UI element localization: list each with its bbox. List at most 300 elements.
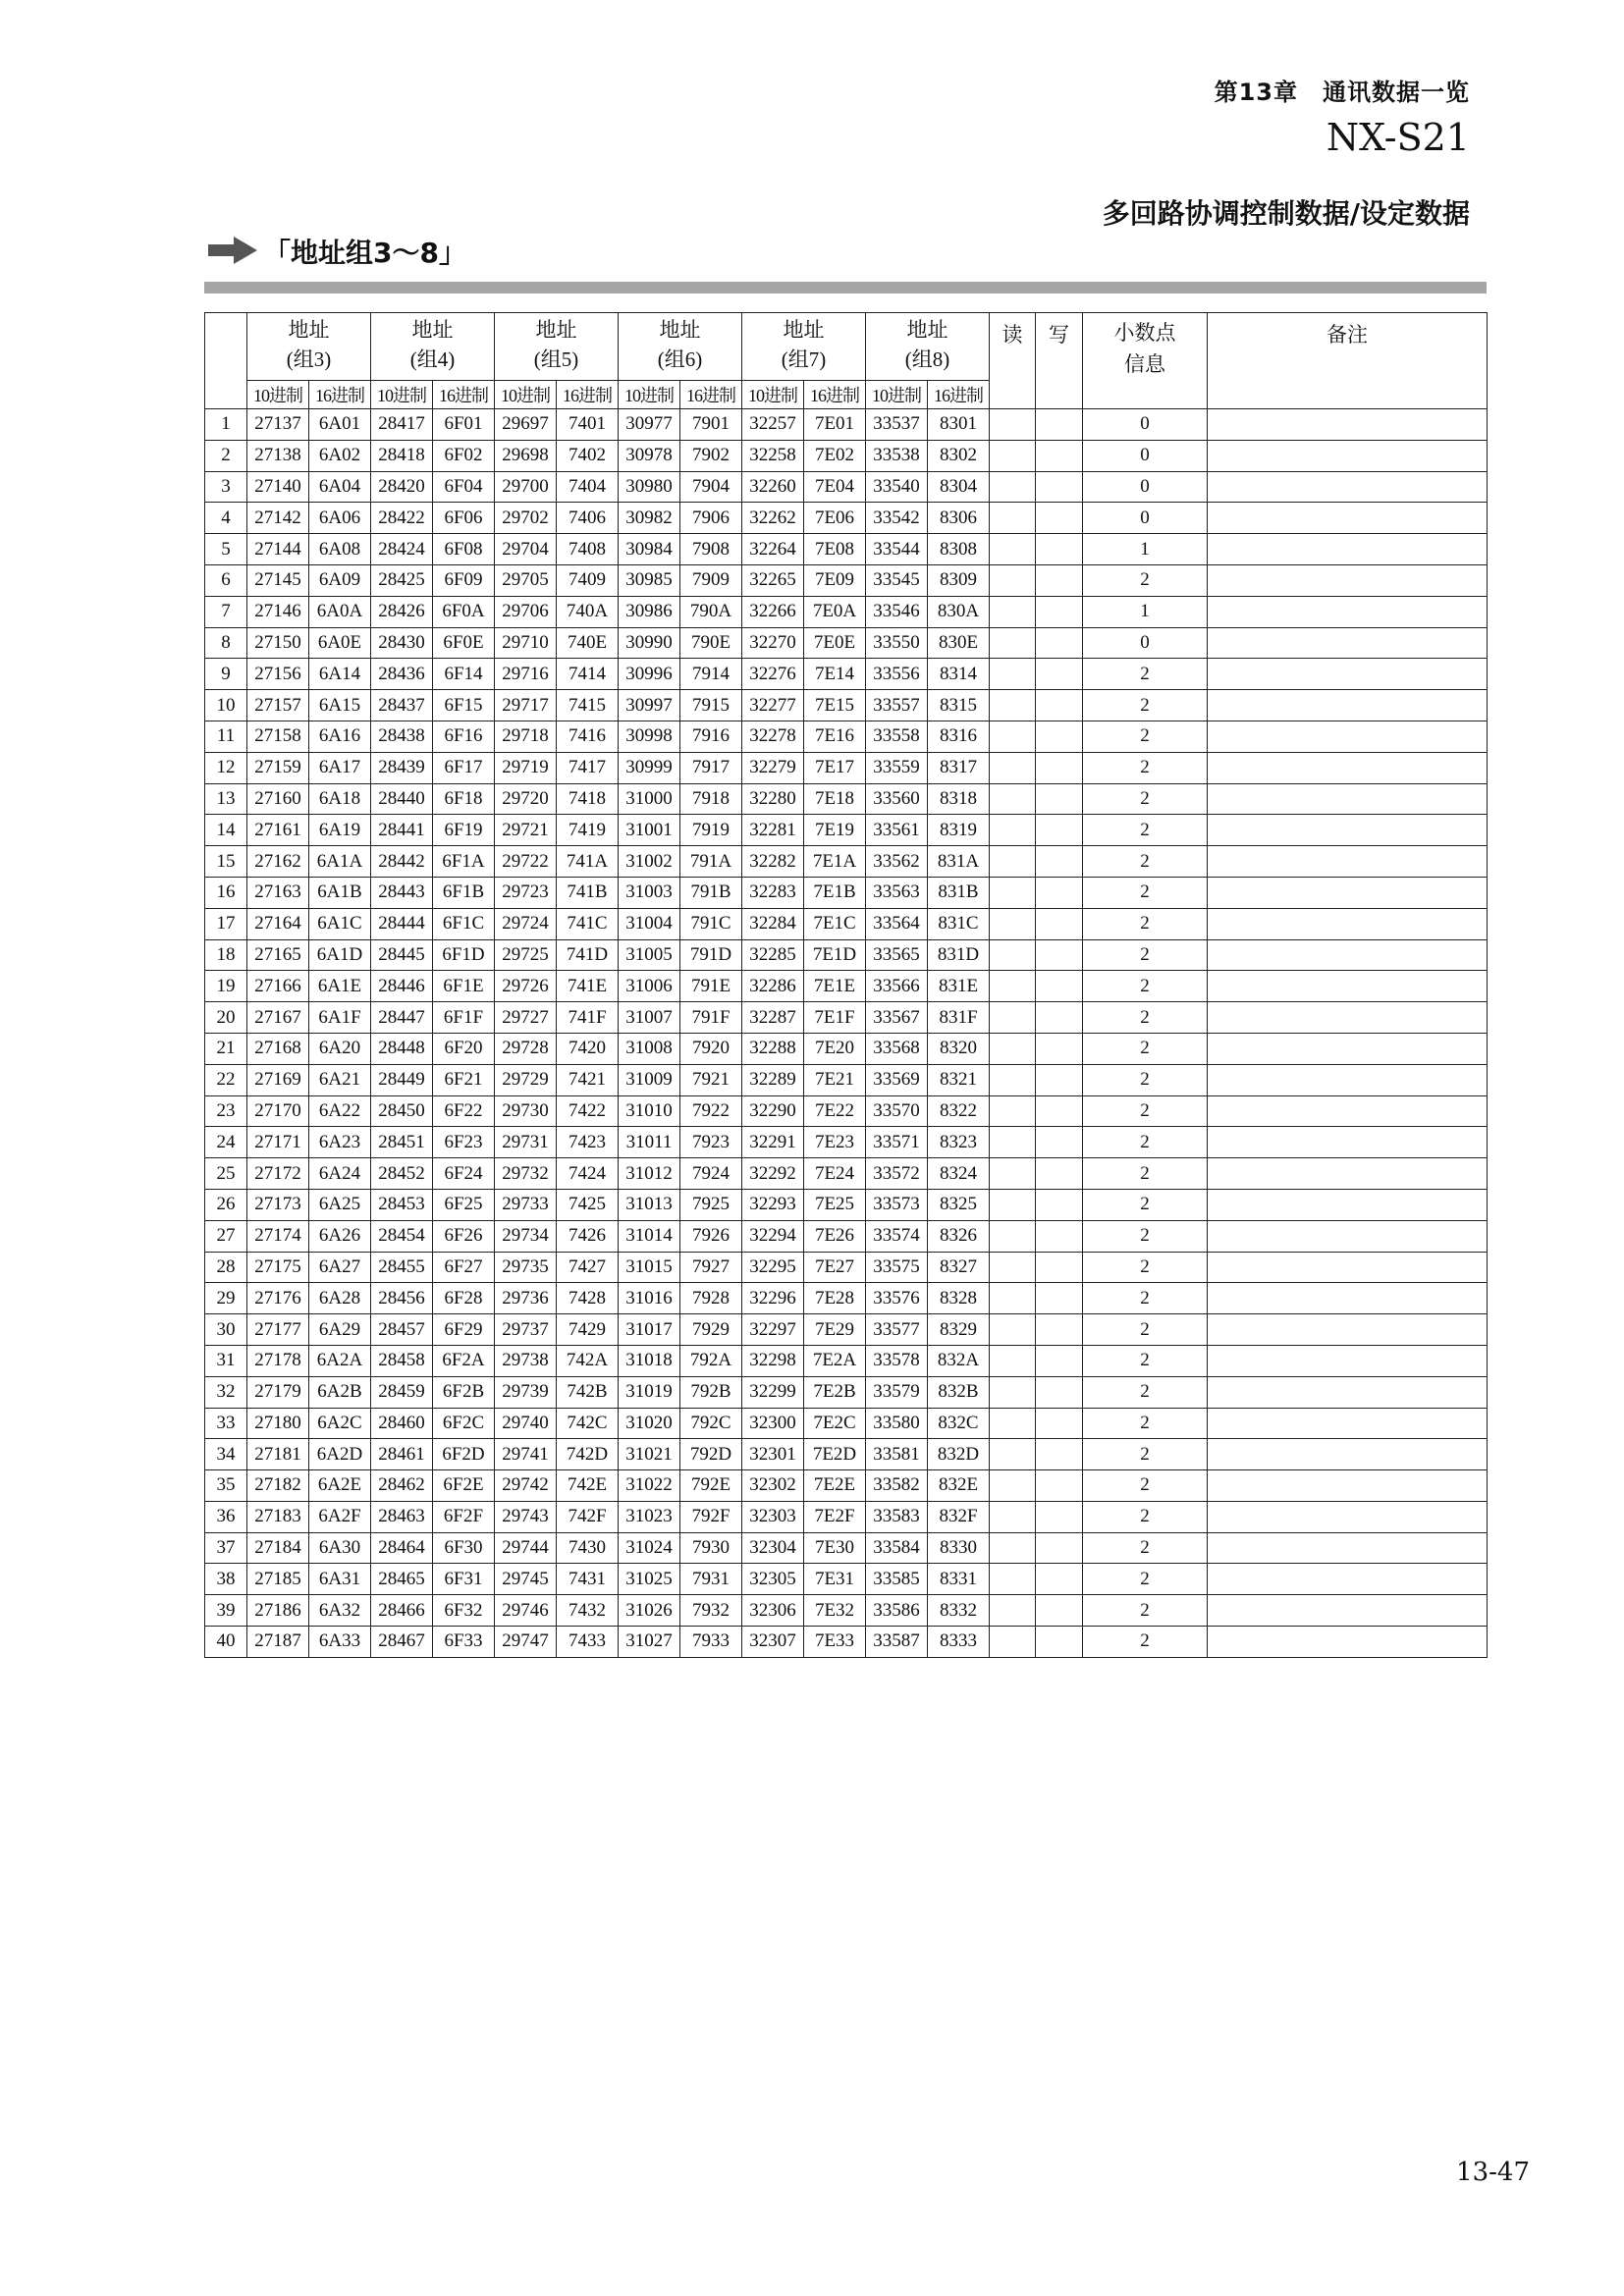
g5-hex-cell: 742A [557, 1345, 619, 1376]
table-row [205, 534, 1488, 565]
g8-hex-cell: 8302 [928, 440, 990, 471]
row-number-cell: 7 [205, 596, 247, 627]
g4-dec-cell: 28439 [371, 752, 433, 783]
row-number-cell: 34 [205, 1439, 247, 1470]
g8-hex-cell: 8301 [928, 409, 990, 441]
table-row [205, 1314, 1488, 1346]
g4-dec-cell: 28418 [371, 440, 433, 471]
g4-dec-cell: 28458 [371, 1345, 433, 1376]
g3-dec-cell: 27164 [247, 908, 309, 939]
table-row [205, 877, 1488, 908]
g5-hex-cell: 7419 [557, 815, 619, 846]
g4-dec-cell: 28460 [371, 1408, 433, 1439]
notes-cell [1208, 659, 1488, 690]
read-cell [990, 1439, 1036, 1470]
group-header: 地址 (组8) [866, 313, 990, 381]
g3-hex-cell: 6A0A [309, 596, 371, 627]
g3-dec-cell: 27146 [247, 596, 309, 627]
group-header: 地址 (组4) [371, 313, 495, 381]
write-cell [1036, 1189, 1083, 1220]
g6-hex-cell: 790A [680, 596, 742, 627]
table-row [205, 1252, 1488, 1283]
g7-hex-cell: 7E0A [804, 596, 866, 627]
g3-dec-cell: 27176 [247, 1283, 309, 1314]
g8-dec-cell: 33576 [866, 1283, 928, 1314]
g6-dec-cell: 31012 [619, 1158, 680, 1190]
g3-hex-cell: 6A04 [309, 471, 371, 503]
notes-cell [1208, 1627, 1488, 1658]
g5-dec-cell: 29732 [495, 1158, 557, 1190]
g7-dec-cell: 32285 [742, 939, 804, 971]
g3-hex-cell: 6A0E [309, 627, 371, 659]
g7-dec-cell: 32298 [742, 1345, 804, 1376]
g4-dec-cell: 28459 [371, 1376, 433, 1408]
g3-dec-cell: 27178 [247, 1345, 309, 1376]
read-cell [990, 627, 1036, 659]
decimal-info-cell: 2 [1083, 1376, 1208, 1408]
g4-dec-cell: 28446 [371, 971, 433, 1002]
g3-hex-cell: 6A20 [309, 1033, 371, 1064]
g4-hex-cell: 6F08 [433, 534, 495, 565]
g3-dec-cell: 27167 [247, 1002, 309, 1034]
read-cell [990, 471, 1036, 503]
g6-dec-cell: 31019 [619, 1376, 680, 1408]
table-row [205, 1501, 1488, 1532]
g4-dec-cell: 28426 [371, 596, 433, 627]
g4-hex-cell: 6F2C [433, 1408, 495, 1439]
notes-cell [1208, 471, 1488, 503]
g7-hex-cell: 7E33 [804, 1627, 866, 1658]
g6-dec-cell: 30977 [619, 409, 680, 441]
g8-dec-cell: 33567 [866, 1002, 928, 1034]
g8-dec-cell: 33582 [866, 1470, 928, 1502]
g6-hex-cell: 792A [680, 1345, 742, 1376]
notes-cell [1208, 783, 1488, 815]
g4-hex-cell: 6F32 [433, 1595, 495, 1627]
row-number-cell: 18 [205, 939, 247, 971]
g3-hex-cell: 6A06 [309, 503, 371, 534]
table-header [205, 313, 1488, 409]
row-number-cell: 9 [205, 659, 247, 690]
g7-dec-cell: 32276 [742, 659, 804, 690]
write-cell [1036, 815, 1083, 846]
g7-hex-cell: 7E2F [804, 1501, 866, 1532]
g8-dec-cell: 33569 [866, 1064, 928, 1095]
g3-hex-cell: 6A1A [309, 846, 371, 878]
g4-dec-cell: 28417 [371, 409, 433, 441]
g8-hex-cell: 831F [928, 1002, 990, 1034]
g7-dec-cell: 32292 [742, 1158, 804, 1190]
g5-dec-cell: 29718 [495, 721, 557, 752]
g5-hex-cell: 7429 [557, 1314, 619, 1346]
g6-hex-cell: 791A [680, 846, 742, 878]
g8-dec-cell: 33544 [866, 534, 928, 565]
g5-hex-cell: 7402 [557, 440, 619, 471]
row-number-cell: 10 [205, 690, 247, 721]
g7-dec-cell: 32288 [742, 1033, 804, 1064]
g7-hex-cell: 7E09 [804, 564, 866, 596]
g7-dec-cell: 32300 [742, 1408, 804, 1439]
decimal-info-cell: 2 [1083, 1501, 1208, 1532]
g5-hex-cell: 7404 [557, 471, 619, 503]
decimal-info-cell: 2 [1083, 1158, 1208, 1190]
g4-dec-cell: 28443 [371, 877, 433, 908]
g6-hex-cell: 7921 [680, 1064, 742, 1095]
g8-dec-cell: 33558 [866, 721, 928, 752]
g5-dec-cell: 29742 [495, 1470, 557, 1502]
g7-hex-cell: 7E24 [804, 1158, 866, 1190]
g5-dec-cell: 29725 [495, 939, 557, 971]
g5-dec-cell: 29704 [495, 534, 557, 565]
g4-hex-cell: 6F2A [433, 1345, 495, 1376]
g6-hex-cell: 7928 [680, 1283, 742, 1314]
g6-hex-cell: 790E [680, 627, 742, 659]
g7-hex-cell: 7E2A [804, 1345, 866, 1376]
g7-dec-cell: 32295 [742, 1252, 804, 1283]
g6-dec-cell: 31026 [619, 1595, 680, 1627]
g8-dec-cell: 33538 [866, 440, 928, 471]
g4-hex-cell: 6F25 [433, 1189, 495, 1220]
g8-dec-cell: 33559 [866, 752, 928, 783]
read-cell [990, 877, 1036, 908]
g8-hex-cell: 8304 [928, 471, 990, 503]
g4-hex-cell: 6F23 [433, 1127, 495, 1158]
write-cell [1036, 1345, 1083, 1376]
g3-hex-cell: 6A2F [309, 1501, 371, 1532]
g4-dec-cell: 28430 [371, 627, 433, 659]
g5-hex-cell: 740E [557, 627, 619, 659]
header-divider [204, 282, 1487, 294]
g6-hex-cell: 792F [680, 1501, 742, 1532]
g7-hex-cell: 7E17 [804, 752, 866, 783]
g6-hex-cell: 7902 [680, 440, 742, 471]
g8-hex-cell: 8333 [928, 1627, 990, 1658]
g7-dec-cell: 32287 [742, 1002, 804, 1034]
decimal-column-header: 10进制 [866, 381, 928, 409]
g3-dec-cell: 27179 [247, 1376, 309, 1408]
g6-hex-cell: 7901 [680, 409, 742, 441]
g3-dec-cell: 27183 [247, 1501, 309, 1532]
g5-hex-cell: 7428 [557, 1283, 619, 1314]
g5-hex-cell: 7417 [557, 752, 619, 783]
g7-hex-cell: 7E26 [804, 1220, 866, 1252]
g6-dec-cell: 30984 [619, 534, 680, 565]
notes-cell [1208, 690, 1488, 721]
table-row [205, 1376, 1488, 1408]
g5-dec-cell: 29736 [495, 1283, 557, 1314]
g7-dec-cell: 32279 [742, 752, 804, 783]
row-number-cell: 3 [205, 471, 247, 503]
row-number-cell: 1 [205, 409, 247, 441]
g5-hex-cell: 7426 [557, 1220, 619, 1252]
g7-hex-cell: 7E19 [804, 815, 866, 846]
write-cell [1036, 1532, 1083, 1564]
g4-hex-cell: 6F26 [433, 1220, 495, 1252]
g6-dec-cell: 31004 [619, 908, 680, 939]
g3-dec-cell: 27171 [247, 1127, 309, 1158]
row-number-cell: 22 [205, 1064, 247, 1095]
g3-hex-cell: 6A1D [309, 939, 371, 971]
g6-dec-cell: 31027 [619, 1627, 680, 1658]
arrow-right-icon [208, 237, 257, 264]
row-number-cell: 12 [205, 752, 247, 783]
notes-cell [1208, 846, 1488, 878]
decimal-info-cell: 2 [1083, 752, 1208, 783]
g8-hex-cell: 832B [928, 1376, 990, 1408]
g3-hex-cell: 6A02 [309, 440, 371, 471]
g3-dec-cell: 27174 [247, 1220, 309, 1252]
g4-dec-cell: 28447 [371, 1002, 433, 1034]
g3-dec-cell: 27184 [247, 1532, 309, 1564]
g5-hex-cell: 742E [557, 1470, 619, 1502]
g5-hex-cell: 742F [557, 1501, 619, 1532]
read-cell [990, 1252, 1036, 1283]
g6-hex-cell: 7909 [680, 564, 742, 596]
g6-dec-cell: 30998 [619, 721, 680, 752]
g8-dec-cell: 33577 [866, 1314, 928, 1346]
decimal-info-cell: 0 [1083, 627, 1208, 659]
g7-hex-cell: 7E14 [804, 659, 866, 690]
g5-dec-cell: 29721 [495, 815, 557, 846]
g3-hex-cell: 6A2B [309, 1376, 371, 1408]
g5-hex-cell: 7408 [557, 534, 619, 565]
g5-hex-cell: 741A [557, 846, 619, 878]
g7-hex-cell: 7E2B [804, 1376, 866, 1408]
g8-hex-cell: 8327 [928, 1252, 990, 1283]
row-number-cell: 24 [205, 1127, 247, 1158]
g6-hex-cell: 7929 [680, 1314, 742, 1346]
g5-dec-cell: 29717 [495, 690, 557, 721]
g6-dec-cell: 31015 [619, 1252, 680, 1283]
read-cell [990, 783, 1036, 815]
g7-dec-cell: 32258 [742, 440, 804, 471]
g3-hex-cell: 6A33 [309, 1627, 371, 1658]
g6-dec-cell: 31024 [619, 1532, 680, 1564]
row-number-cell: 13 [205, 783, 247, 815]
decimal-info-cell: 2 [1083, 1470, 1208, 1502]
page-number: 13-47 [1456, 2158, 1530, 2187]
decimal-column-header: 10进制 [495, 381, 557, 409]
g4-hex-cell: 6F17 [433, 752, 495, 783]
g4-dec-cell: 28466 [371, 1595, 433, 1627]
g3-dec-cell: 27163 [247, 877, 309, 908]
g5-dec-cell: 29733 [495, 1189, 557, 1220]
decimal-column-header: 10进制 [619, 381, 680, 409]
g3-dec-cell: 27137 [247, 409, 309, 441]
g3-dec-cell: 27142 [247, 503, 309, 534]
g3-dec-cell: 27156 [247, 659, 309, 690]
g3-hex-cell: 6A15 [309, 690, 371, 721]
g4-hex-cell: 6F09 [433, 564, 495, 596]
write-cell [1036, 1158, 1083, 1190]
g3-dec-cell: 27138 [247, 440, 309, 471]
g4-dec-cell: 28440 [371, 783, 433, 815]
g7-dec-cell: 32305 [742, 1564, 804, 1595]
read-cell [990, 596, 1036, 627]
decimal-column-header: 10进制 [742, 381, 804, 409]
read-header: 读 [990, 313, 1036, 409]
g3-hex-cell: 6A23 [309, 1127, 371, 1158]
write-cell [1036, 659, 1083, 690]
decimal-info-cell: 2 [1083, 690, 1208, 721]
g4-dec-cell: 28452 [371, 1158, 433, 1190]
table-row [205, 1002, 1488, 1034]
g7-dec-cell: 32284 [742, 908, 804, 939]
g5-hex-cell: 7430 [557, 1532, 619, 1564]
model-name: NX-S21 [1326, 116, 1470, 159]
g7-hex-cell: 7E1E [804, 971, 866, 1002]
g6-hex-cell: 7906 [680, 503, 742, 534]
decimal-info-cell: 1 [1083, 596, 1208, 627]
g4-dec-cell: 28445 [371, 939, 433, 971]
decimal-column-header: 10进制 [247, 381, 309, 409]
g8-hex-cell: 8319 [928, 815, 990, 846]
g4-dec-cell: 28453 [371, 1189, 433, 1220]
g3-hex-cell: 6A16 [309, 721, 371, 752]
read-cell [990, 721, 1036, 752]
table-row [205, 1532, 1488, 1564]
g6-hex-cell: 792C [680, 1408, 742, 1439]
g4-hex-cell: 6F33 [433, 1627, 495, 1658]
write-cell [1036, 627, 1083, 659]
g5-dec-cell: 29706 [495, 596, 557, 627]
group-header: 地址 (组3) [247, 313, 371, 381]
g6-hex-cell: 7916 [680, 721, 742, 752]
notes-cell [1208, 1532, 1488, 1564]
table-row [205, 596, 1488, 627]
g3-dec-cell: 27170 [247, 1095, 309, 1127]
g4-hex-cell: 6F19 [433, 815, 495, 846]
g5-hex-cell: 7421 [557, 1064, 619, 1095]
read-cell [990, 1376, 1036, 1408]
g3-dec-cell: 27186 [247, 1595, 309, 1627]
g7-dec-cell: 32265 [742, 564, 804, 596]
g5-dec-cell: 29719 [495, 752, 557, 783]
g4-dec-cell: 28444 [371, 908, 433, 939]
g7-hex-cell: 7E08 [804, 534, 866, 565]
g8-hex-cell: 832E [928, 1470, 990, 1502]
g5-hex-cell: 741F [557, 1002, 619, 1034]
g7-dec-cell: 32270 [742, 627, 804, 659]
read-cell [990, 690, 1036, 721]
g3-hex-cell: 6A29 [309, 1314, 371, 1346]
decimal-info-cell: 2 [1083, 908, 1208, 939]
g4-hex-cell: 6F0E [433, 627, 495, 659]
decimal-info-cell: 2 [1083, 721, 1208, 752]
g3-dec-cell: 27187 [247, 1627, 309, 1658]
g4-dec-cell: 28464 [371, 1532, 433, 1564]
g6-hex-cell: 792D [680, 1439, 742, 1470]
table-row [205, 752, 1488, 783]
read-cell [990, 815, 1036, 846]
hex-column-header: 16进制 [309, 381, 371, 409]
decimal-info-cell: 2 [1083, 815, 1208, 846]
g5-hex-cell: 740A [557, 596, 619, 627]
g5-hex-cell: 7427 [557, 1252, 619, 1283]
decimal-column-header: 10进制 [371, 381, 433, 409]
g7-hex-cell: 7E0E [804, 627, 866, 659]
g7-dec-cell: 32290 [742, 1095, 804, 1127]
notes-cell [1208, 1064, 1488, 1095]
g4-dec-cell: 28436 [371, 659, 433, 690]
table-row [205, 1220, 1488, 1252]
g8-hex-cell: 8326 [928, 1220, 990, 1252]
g4-dec-cell: 28462 [371, 1470, 433, 1502]
g4-hex-cell: 6F06 [433, 503, 495, 534]
g4-hex-cell: 6F2D [433, 1439, 495, 1470]
notes-header: 备注 [1208, 313, 1488, 409]
g5-dec-cell: 29716 [495, 659, 557, 690]
g8-dec-cell: 33574 [866, 1220, 928, 1252]
g7-dec-cell: 32307 [742, 1627, 804, 1658]
g5-dec-cell: 29739 [495, 1376, 557, 1408]
g3-dec-cell: 27168 [247, 1033, 309, 1064]
row-number-cell: 25 [205, 1158, 247, 1190]
notes-cell [1208, 1470, 1488, 1502]
g3-hex-cell: 6A31 [309, 1564, 371, 1595]
g5-dec-cell: 29737 [495, 1314, 557, 1346]
g4-hex-cell: 6F1D [433, 939, 495, 971]
g5-dec-cell: 29740 [495, 1408, 557, 1439]
g8-dec-cell: 33568 [866, 1033, 928, 1064]
section-title: 「地址组3～8」 [263, 237, 466, 269]
table-row [205, 908, 1488, 939]
g6-hex-cell: 7918 [680, 783, 742, 815]
g8-hex-cell: 8309 [928, 564, 990, 596]
g3-hex-cell: 6A2C [309, 1408, 371, 1439]
write-cell [1036, 971, 1083, 1002]
notes-cell [1208, 877, 1488, 908]
table-row [205, 1627, 1488, 1658]
read-cell [990, 534, 1036, 565]
g8-hex-cell: 832A [928, 1345, 990, 1376]
g5-hex-cell: 741C [557, 908, 619, 939]
g4-hex-cell: 6F28 [433, 1283, 495, 1314]
write-cell [1036, 1095, 1083, 1127]
row-number-header [205, 313, 247, 409]
g3-dec-cell: 27161 [247, 815, 309, 846]
g5-hex-cell: 7425 [557, 1189, 619, 1220]
g7-dec-cell: 32277 [742, 690, 804, 721]
g5-dec-cell: 29734 [495, 1220, 557, 1252]
notes-cell [1208, 1127, 1488, 1158]
decimal-info-cell: 2 [1083, 1408, 1208, 1439]
g7-hex-cell: 7E25 [804, 1189, 866, 1220]
read-cell [990, 1532, 1036, 1564]
g8-dec-cell: 33583 [866, 1501, 928, 1532]
row-number-cell: 26 [205, 1189, 247, 1220]
write-cell [1036, 1127, 1083, 1158]
table-row [205, 627, 1488, 659]
g7-hex-cell: 7E02 [804, 440, 866, 471]
read-cell [990, 1064, 1036, 1095]
g5-dec-cell: 29735 [495, 1252, 557, 1283]
read-cell [990, 1189, 1036, 1220]
hex-column-header: 16进制 [557, 381, 619, 409]
table-row [205, 846, 1488, 878]
table-row [205, 721, 1488, 752]
decimal-info-cell: 2 [1083, 659, 1208, 690]
g8-dec-cell: 33578 [866, 1345, 928, 1376]
g3-hex-cell: 6A25 [309, 1189, 371, 1220]
decimal-info-cell: 2 [1083, 1252, 1208, 1283]
g8-dec-cell: 33573 [866, 1189, 928, 1220]
write-cell [1036, 1314, 1083, 1346]
decimal-info-cell: 2 [1083, 1532, 1208, 1564]
write-cell [1036, 1564, 1083, 1595]
write-cell [1036, 1283, 1083, 1314]
g8-hex-cell: 831C [928, 908, 990, 939]
